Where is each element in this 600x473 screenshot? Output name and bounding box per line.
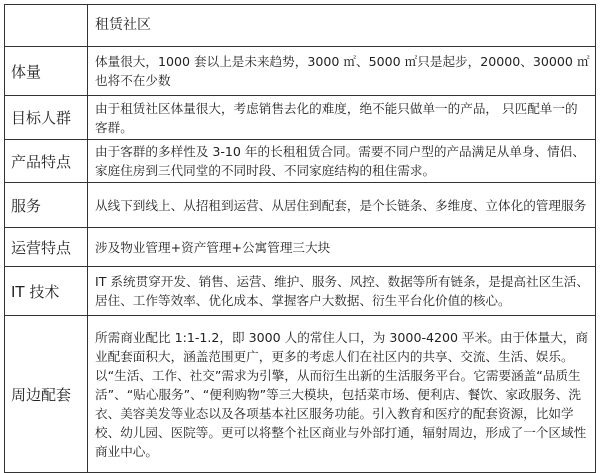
row-label: IT 技术 xyxy=(5,267,88,316)
paragraph: 所需商业配比 1:1-1.2，即 3000 人的常住人口，为 3000-4200 平米。由于体量大，商业配套面积大，涵盖范围更广，更多的考虑人们在社区内的共享、交流、生活、娱乐。 xyxy=(95,329,588,364)
table-row-surrounding-facilities xyxy=(5,316,596,473)
table-row-service xyxy=(5,183,596,228)
row-content: 体量很大，1000 套以上是未来趋势，3000 ㎡、5000 ㎡只是起步，20000、30000 ㎡也将不在少数 xyxy=(88,47,596,96)
row-content xyxy=(88,316,596,473)
row-label: 产品特点 xyxy=(5,140,88,183)
table-row-product-features xyxy=(5,140,596,183)
table-row-target-group xyxy=(5,96,596,140)
row-content: IT 系统贯穿开发、销售、运营、维护、服务、风控、数据等所有链条，是提高社区生活、居住、工作等效率、优化成本、掌握客户大数据、衍生平台化价值的核心。 xyxy=(88,267,596,316)
row-content: 从线下到线上、从招租到运营、从居住到配套，是个长链条、多维度、立体化的管理服务 xyxy=(88,183,596,228)
header-empty-cell xyxy=(5,5,88,47)
row-label: 目标人群 xyxy=(5,96,88,140)
row-content: 由于租赁社区体量很大，考虑销售去化的难度，绝不能只做单一的产品， 只匹配单一的客群。 xyxy=(88,96,596,140)
rental-community-table xyxy=(4,4,596,473)
row-content: 涉及物业管理+资产管理+公寓管理三大块 xyxy=(88,228,596,267)
row-label: 周边配套 xyxy=(5,316,88,473)
row-content: 由于客群的多样性及 3-10 年的长租租赁合同。需要不同户型的产品满足从单身、情侣、家庭住房到三代同堂的不同时段、不同家庭结构的租住需求。 xyxy=(88,140,596,183)
table-title: 租赁社区 xyxy=(88,5,596,47)
row-label: 体量 xyxy=(5,47,88,96)
table-header-row xyxy=(5,5,596,47)
paragraph: 以“生活、工作、社交”需求为引擎，从而衍生出新的生活服务平台。它需要涵盖“品质生活”、“贴心服务”、“便利购物”等三大模块，包括菜市场、便利店、餐饮、家政服务、洗衣、美容美发等业态以及各项基本社区服务功能。引入教育和医疗的配套资源，比如学校、幼儿园、医院等。更可以将整个社区商业与外部打通，辐射周边，形成了一个区域性商业中心。 xyxy=(95,367,587,459)
table-row-volume xyxy=(5,47,596,96)
row-label: 运营特点 xyxy=(5,228,88,267)
table-row-operation xyxy=(5,228,596,267)
table-row-it-tech xyxy=(5,267,596,316)
row-label: 服务 xyxy=(5,183,88,228)
